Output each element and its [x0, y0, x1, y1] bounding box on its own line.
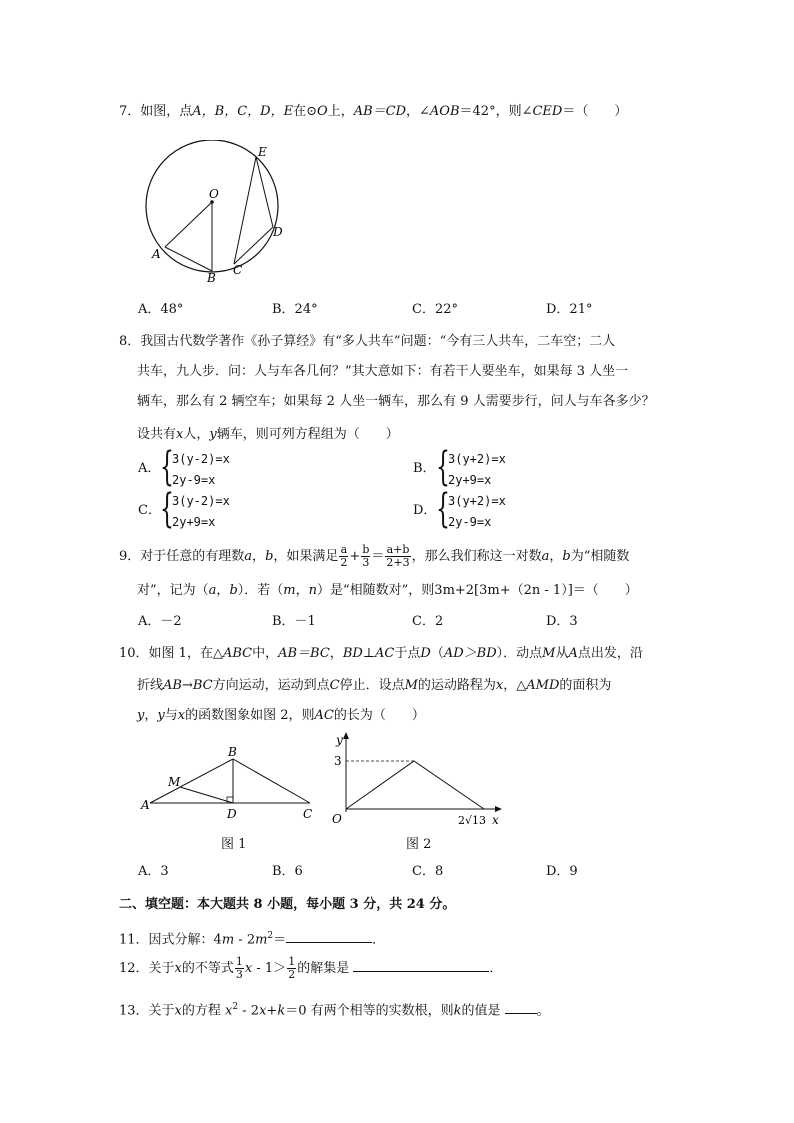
- q13-answer-blank[interactable]: [505, 999, 537, 1014]
- q11: 11．因式分解：$4m - 2m^2=$ ．: [119, 927, 385, 949]
- q8-option-c-eq1: 3(y-2)=x: [172, 494, 230, 508]
- q8-line-1: 8．我国古代数学著作《孙子算经》有“多人共车”问题：“今有三人共车，二车空；二人: [119, 334, 616, 349]
- q10-figure-2-caption: 图 2: [406, 837, 432, 852]
- q8-option-d-eq1: 3(y+2)=x: [448, 494, 506, 508]
- q8-option-d-eq2: 2y-9=x: [448, 515, 492, 529]
- graph-line: [346, 761, 484, 809]
- q10-figure-1: [138, 742, 323, 822]
- q7-option-b[interactable]: B．24°: [272, 302, 318, 317]
- frac-one-half: $\frac{1}{2}$: [288, 955, 296, 981]
- q7-option-a[interactable]: A．48°: [138, 302, 184, 317]
- q8-line-4: 设共有x人，y辆车，则可列方程组为（ ）: [137, 427, 399, 442]
- q8-option-c-eq2: 2y+9=x: [172, 515, 216, 529]
- q7-circle-figure: [140, 140, 300, 290]
- q8-option-b-brace: {: [436, 444, 450, 490]
- section-2-heading: 二、填空题：本大题共 8 小题，每小题 3 分，共 24 分。: [119, 897, 456, 912]
- x-axis-arrow: [495, 806, 502, 812]
- q10-figure-2: [326, 730, 506, 830]
- q8-option-b-eq2: 2y+9=x: [448, 473, 492, 487]
- q7-option-c[interactable]: C．22°: [412, 302, 458, 317]
- q7-stem: 7．如图，点A，B，C，D，E在⊙O上，AB＝CD，∠AOB＝42°，则∠CED＝（ ）: [119, 104, 628, 119]
- segment-ed: [256, 157, 273, 227]
- q8-line-2: 共车，九人步．问：人与车各几何？”其大意如下：有若干人要坐车，如果每 3 人坐一: [137, 364, 629, 379]
- segment-cd: [234, 227, 273, 264]
- q10-option-a[interactable]: A．3: [138, 864, 169, 879]
- q8-option-b-label[interactable]: B．: [413, 461, 436, 476]
- q9-option-b[interactable]: B．－1: [272, 614, 316, 629]
- q12: 12．关于x的不等式 $\frac{1}{3}$ x - 1＞ $\frac{1}{2}$ 的解集是 ．: [119, 955, 503, 981]
- q10-option-c[interactable]: C．8: [412, 864, 444, 879]
- label-e: E: [258, 145, 267, 159]
- q10-line-3: y，y与x的函数图象如图 2，则AC的长为（ ）: [137, 708, 425, 723]
- segment-bc: [233, 759, 310, 803]
- segment-md: [180, 787, 233, 803]
- q10-option-d[interactable]: D．9: [546, 864, 578, 879]
- q10-line-2: 折线AB→BC方向运动，运动到点C停止．设点M的运动路程为x，△AMD的面积为: [137, 678, 612, 693]
- label-x: x: [492, 813, 499, 827]
- frac-b-over-3: $\frac{b}{3}$: [362, 543, 370, 569]
- q8-option-d-brace: {: [436, 486, 450, 532]
- q10-option-b[interactable]: B．6: [272, 864, 303, 879]
- q8-option-b-eq1: 3(y+2)=x: [448, 452, 506, 466]
- label-d: D: [273, 225, 283, 239]
- q8-option-a-brace: {: [160, 444, 174, 490]
- label-o: O: [209, 187, 219, 201]
- frac-sum: $\frac{a+b}{2+3}$: [386, 543, 410, 569]
- label-m: M: [168, 775, 181, 789]
- segment-ec: [234, 157, 256, 264]
- segment-oa: [165, 202, 212, 247]
- q13: 13．关于x的方程 $x^2 - 2x+k=0$ 有两个相等的实数根，则k的值是 。: [119, 998, 550, 1020]
- q8-option-c-label[interactable]: C．: [138, 503, 161, 518]
- label-d: D: [227, 807, 237, 821]
- label-origin: O: [332, 812, 342, 826]
- q8-line-3: 辆车，那么有 2 辆空车；如果每 2 人坐一辆车，那么有 9 人需要步行，问人与车各多少？: [137, 394, 655, 409]
- q9-option-a[interactable]: A．－2: [138, 614, 182, 629]
- q8-option-c-brace: {: [160, 486, 174, 532]
- label-three: 3: [334, 754, 342, 768]
- label-b: B: [228, 745, 237, 759]
- q9-line-2: 对”，记为（a，b）．若（m，n）是“相随数对”，则3m+2[3m+（2n - 1）]＝（ ）: [137, 583, 638, 598]
- q8-option-a-eq2: 2y-9=x: [172, 473, 216, 487]
- y-axis-arrow: [343, 732, 349, 739]
- q9-line-1: 9．对于任意的有理数a，b，如果满足 $\frac{a}{2}$ + $\frac{b}{3}$ ＝ $\frac{a+b}{2+3}$ ，那么我们称这一对数a，b为“相随数: [119, 543, 630, 569]
- frac-a-over-2: $\frac{a}{2}$: [340, 543, 348, 569]
- q10-figure-1-caption: 图 1: [221, 837, 247, 852]
- frac-one-third: $\frac{1}{3}$: [235, 955, 243, 981]
- label-c: C: [303, 807, 313, 821]
- q8-option-d-label[interactable]: D．: [413, 503, 437, 518]
- q10-line-1: 10．如图 1，在△ABC中，AB＝BC，BD⊥AC于点D（AD＞BD）．动点M从A点出发，沿: [119, 646, 643, 661]
- segment-ab: [150, 759, 233, 803]
- label-b: B: [207, 271, 216, 285]
- label-a: A: [141, 798, 150, 812]
- q9-option-d[interactable]: D．3: [546, 614, 578, 629]
- q8-option-a-eq1: 3(y-2)=x: [172, 452, 230, 466]
- label-y: y: [336, 733, 343, 747]
- label-a: A: [152, 247, 161, 261]
- q11-answer-blank[interactable]: [286, 928, 372, 943]
- q12-answer-blank[interactable]: [353, 957, 489, 972]
- q9-option-c[interactable]: C．2: [412, 614, 444, 629]
- q7-option-d[interactable]: D．21°: [546, 302, 593, 317]
- label-two-root-13: 2√13: [458, 814, 487, 827]
- label-c: C: [233, 263, 243, 277]
- q8-option-a-label[interactable]: A．: [138, 461, 161, 476]
